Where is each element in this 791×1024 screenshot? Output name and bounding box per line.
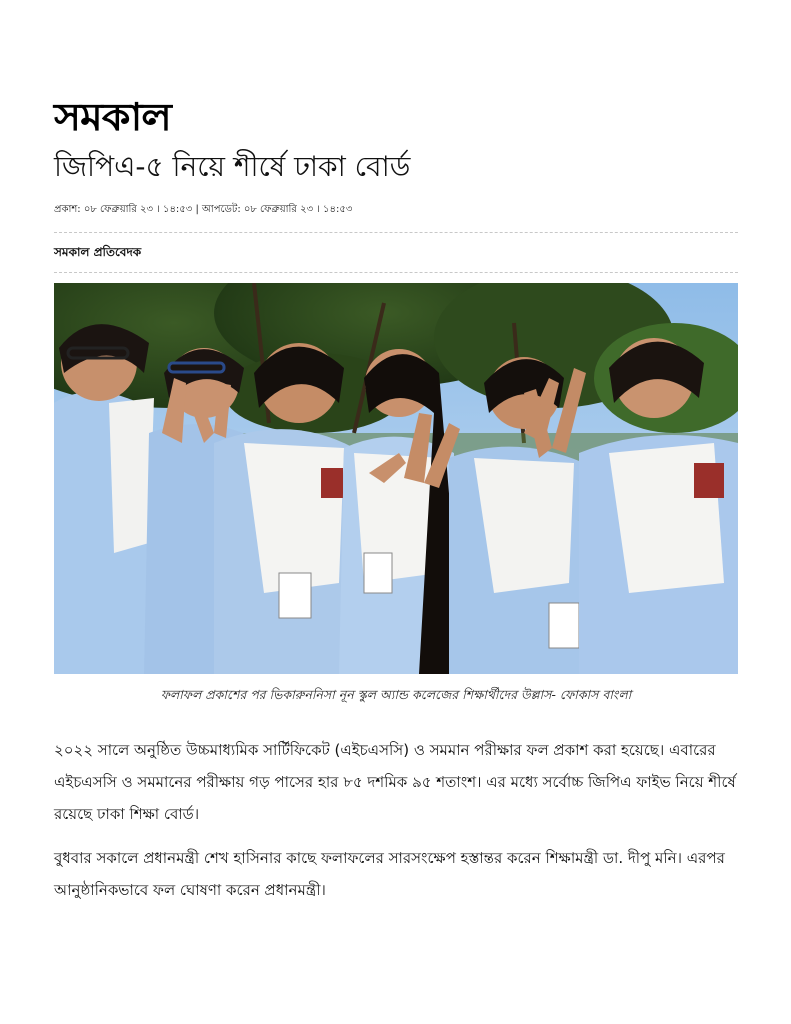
body-paragraph: ২০২২ সালে অনুষ্ঠিত উচ্চমাধ্যমিক সার্টিফিকেট (এইচএসসি) ও সমমান পরীক্ষার ফল প্রকাশ করা হয়েছে। এবারের এইচএসসি ও সমমানের পরীক্ষায় গড় পাসের হার ৮৫ দশমিক ৯৫ শতাংশ। এর মধ্যে সর্বোচ্চ জিপিএ ফাইভ নিয়ে শীর্ষে রয়েছে ঢাকা শিক্ষা বোর্ড।: [54, 741, 736, 823]
photo-caption: ফলাফল প্রকাশের পর ভিকারুননিসা নূন স্কুল অ্যান্ড কলেজের শিক্ষার্থীদের উল্লাস- ফোকাস বাংলা: [160, 687, 632, 702]
publication-logo[interactable]: সমকাল: [54, 94, 171, 139]
byline[interactable]: সমকাল প্রতিবেদক: [54, 245, 142, 259]
article-photo: [54, 283, 738, 674]
divider-top: [54, 232, 738, 233]
article-headline: জিপিএ-৫ নিয়ে শীর্ষে ঢাকা বোর্ড: [54, 150, 411, 183]
published-date: ০৮ ফেব্রুয়ারি ২৩ । ১৪:৫৩: [83, 204, 193, 215]
publish-meta: [54, 203, 352, 217]
meta-separator: |: [195, 204, 203, 215]
divider-bottom: [54, 272, 738, 273]
students-celebrating-photo: [54, 283, 738, 674]
body-paragraph: বুধবার সকালে প্রধানমন্ত্রী শেখ হাসিনার কাছে ফলাফলের সারসংক্ষেপ হস্তান্তর করেন শিক্ষামন্ত্রী ডা. দীপু মনি। এরপর আনুষ্ঠানিকভাবে ফল ঘোষণা করেন প্রধানমন্ত্রী।: [54, 849, 725, 899]
updated-label: আপডেট:: [202, 204, 241, 215]
updated-date: ০৮ ফেব্রুয়ারি ২৩ । ১৪:৫৩: [243, 204, 353, 215]
published-label: প্রকাশ:: [54, 204, 81, 215]
